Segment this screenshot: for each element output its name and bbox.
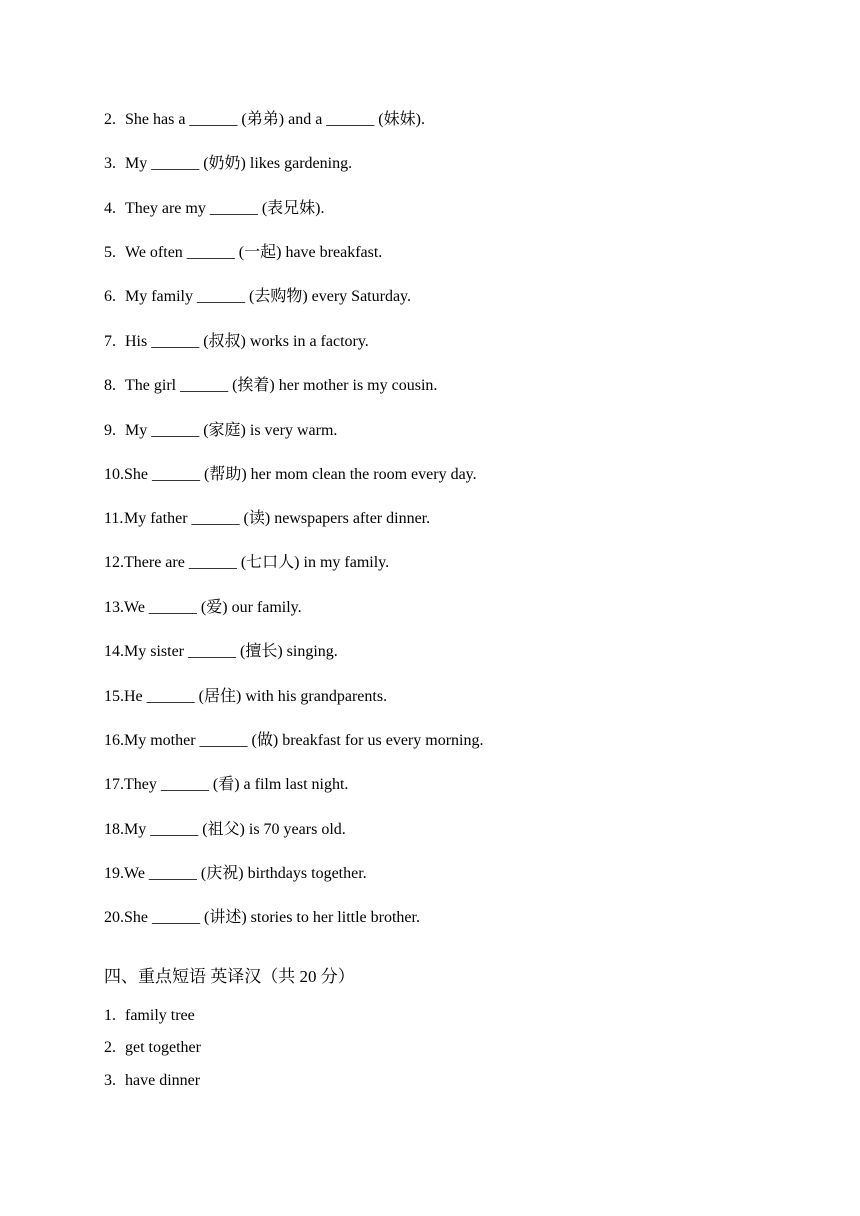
item-text: We often ______ (一起) have breakfast.: [125, 244, 383, 261]
exercise-item: [104, 332, 369, 352]
exercise-item: [104, 598, 302, 618]
item-number: 9.: [104, 422, 116, 439]
item-text: We ______ (爱) our family.: [124, 599, 302, 616]
exercise-item: [104, 687, 387, 707]
item-text: We ______ (庆祝) birthdays together.: [124, 865, 367, 882]
item-text: His ______ (叔叔) works in a factory.: [125, 333, 369, 350]
exercise-item: [104, 731, 483, 751]
phrase-item: [104, 1071, 200, 1091]
exercise-item: [104, 509, 430, 529]
item-number: 8.: [104, 377, 116, 394]
exercise-item: [104, 465, 477, 485]
item-text: family tree: [125, 1007, 195, 1024]
exercise-item: [104, 376, 437, 396]
item-number: 4.: [104, 200, 116, 217]
exercise-item: [104, 199, 325, 219]
item-number: 3.: [104, 1072, 116, 1089]
item-text: My ______ (祖父) is 70 years old.: [124, 821, 346, 838]
item-number: 19.: [104, 865, 124, 882]
item-text: They ______ (看) a film last night.: [124, 776, 349, 793]
item-number: 6.: [104, 288, 116, 305]
exercise-item: [104, 553, 389, 573]
exercise-item: [104, 421, 337, 441]
item-number: 7.: [104, 333, 116, 350]
exercise-item: [104, 110, 425, 130]
item-text: My family ______ (去购物) every Saturday.: [125, 288, 412, 305]
item-text: They are my ______ (表兄妹).: [125, 200, 325, 217]
item-number: 16.: [104, 732, 124, 749]
item-text: She has a ______ (弟弟) and a ______ (妹妹).: [125, 111, 425, 128]
item-text: He ______ (居住) with his grandparents.: [124, 688, 388, 705]
item-text: There are ______ (七口人) in my family.: [124, 554, 390, 571]
exercise-item: [104, 243, 382, 263]
item-number: 10.: [104, 466, 124, 483]
item-text: My ______ (奶奶) likes gardening.: [125, 155, 353, 172]
exercise-item: [104, 908, 420, 928]
item-number: 13.: [104, 599, 124, 616]
item-number: 5.: [104, 244, 116, 261]
item-text: get together: [125, 1039, 201, 1056]
exercise-item: [104, 287, 411, 307]
item-text: have dinner: [125, 1072, 201, 1089]
item-number: 12.: [104, 554, 124, 571]
exercise-item: [104, 820, 346, 840]
item-text: My ______ (家庭) is very warm.: [125, 422, 338, 439]
item-text: My father ______ (读) newspapers after dinner.: [124, 510, 431, 527]
item-number: 14.: [104, 643, 124, 660]
item-text: My mother ______ (做) breakfast for us every morning.: [124, 732, 484, 749]
item-text: She ______ (帮助) her mom clean the room every day.: [124, 466, 477, 483]
section-heading: 四、重点短语 英译汉（共 20 分）: [104, 967, 355, 986]
item-text: My sister ______ (擅长) singing.: [124, 643, 338, 660]
item-number: 20.: [104, 909, 124, 926]
exercise-item: [104, 775, 348, 795]
item-number: 2.: [104, 1039, 116, 1056]
item-number: 3.: [104, 155, 116, 172]
item-text: The girl ______ (挨着) her mother is my cousin.: [125, 377, 438, 394]
item-number: 11.: [104, 510, 124, 527]
item-number: 17.: [104, 776, 124, 793]
item-number: 15.: [104, 688, 124, 705]
phrase-item: [104, 1038, 201, 1058]
item-text: She ______ (讲述) stories to her little brother.: [124, 909, 420, 926]
item-number: 2.: [104, 111, 116, 128]
phrase-item: [104, 1006, 195, 1026]
item-number: 1.: [104, 1007, 116, 1024]
exercise-item: [104, 642, 338, 662]
item-number: 18.: [104, 821, 124, 838]
exercise-item: [104, 154, 352, 174]
exercise-item: [104, 864, 367, 884]
